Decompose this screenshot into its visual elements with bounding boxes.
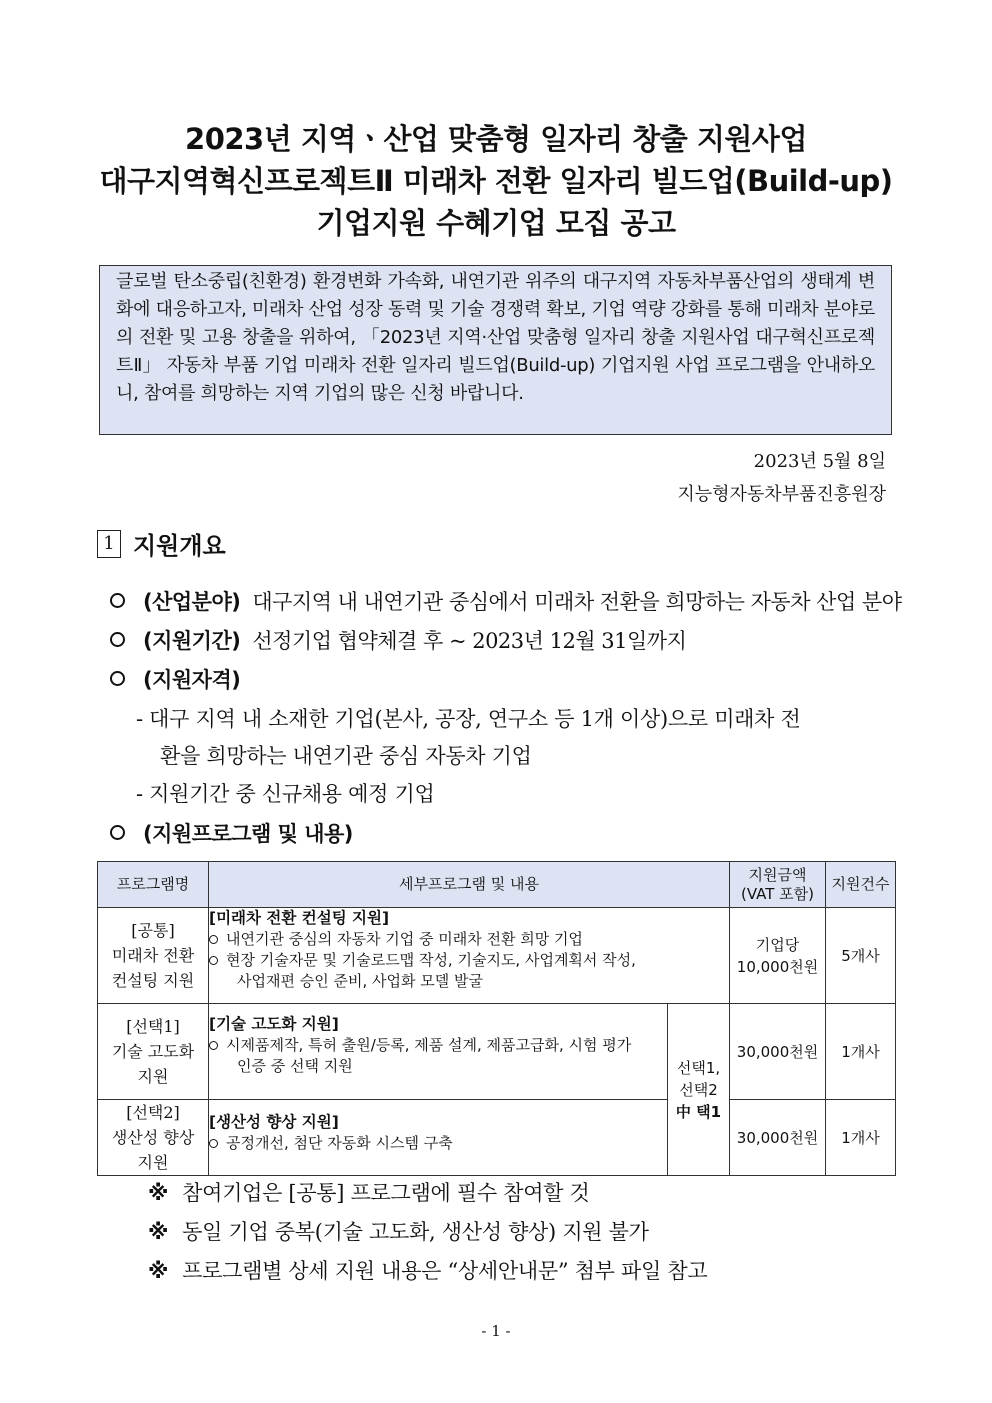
program-name-l3: 지원 <box>137 1067 169 1086</box>
header-detail: 세부프로그램 및 내용 <box>209 862 730 908</box>
program-name-l1: [선택1] <box>126 1017 180 1036</box>
title-line-2: 대구지역혁신프로젝트Ⅱ 미래차 전환 일자리 빌드업(Build-up) <box>99 164 893 198</box>
bullet-program <box>110 818 365 848</box>
circle-bullet-icon <box>110 671 125 686</box>
table-row <box>98 908 896 1004</box>
detail-item <box>209 950 729 971</box>
note-text: 프로그램별 상세 지원 내용은 “상세안내문” 첨부 파일 참고 <box>182 1259 708 1283</box>
circle-bullet-icon <box>110 825 125 840</box>
detail-item-text: 현장 기술자문 및 기술로드맵 작성, 기술지도, 사업계획서 작성, <box>226 951 636 969</box>
header-count: 지원건수 <box>826 862 896 908</box>
program-name-l3: 컨설팅 지원 <box>111 971 195 990</box>
reference-mark-icon: ※ <box>148 1220 169 1244</box>
qualification-item-2: - 지원기간 중 신규채용 예정 기업 <box>136 782 435 806</box>
qualification-item-1: - 대구 지역 내 소재한 기업(본사, 공장, 연구소 등 1개 이상)으로 미래차 전 <box>136 707 801 731</box>
detail-item-text: 공정개선, 첨단 자동화 시스템 구축 <box>226 1134 453 1152</box>
header-program: 프로그램명 <box>98 862 209 908</box>
note-2 <box>148 1216 649 1246</box>
bullet-label: (지원프로그램 및 내용) <box>143 822 353 846</box>
note-3 <box>148 1255 707 1285</box>
detail-item-text: 내연기관 중심의 자동차 기업 중 미래차 전환 희망 기업 <box>226 930 583 948</box>
support-count: 1개사 <box>826 1100 896 1176</box>
detail-item-cont: 인증 중 선택 지원 <box>237 1057 353 1075</box>
note-text: 참여기업은 [공통] 프로그램에 필수 참여할 것 <box>182 1181 590 1205</box>
program-detail <box>209 908 730 1004</box>
detail-head: [미래차 전환 컨설팅 지원] <box>209 909 390 927</box>
circle-bullet-icon <box>209 935 218 944</box>
issuer: 지능형자동차부품진흥원장 <box>677 484 886 505</box>
table-header-row <box>98 862 896 908</box>
bullet-period <box>110 625 686 655</box>
reference-mark-icon: ※ <box>148 1181 169 1205</box>
reference-mark-icon: ※ <box>148 1259 169 1283</box>
program-table <box>97 861 896 1176</box>
program-detail <box>209 1004 668 1100</box>
bullet-industry <box>110 586 902 616</box>
program-name-l3: 지원 <box>137 1153 169 1172</box>
section-title: 지원개요 <box>133 532 226 560</box>
header-amount <box>730 862 826 908</box>
qualification-item-1-cont: 환을 희망하는 내연기관 중심 자동차 기업 <box>160 744 532 768</box>
program-name <box>98 908 209 1004</box>
support-count: 1개사 <box>826 1004 896 1100</box>
select-note-l3: 中 택1 <box>675 1102 722 1121</box>
select-note-l2: 선택2 <box>679 1080 718 1099</box>
bullet-text: 선정기업 협약체결 후 ~ 2023년 12월 31일까지 <box>252 629 687 653</box>
circle-bullet-icon <box>209 1139 218 1148</box>
program-detail <box>209 1100 668 1176</box>
support-amount: 30,000천원 <box>730 1100 826 1176</box>
detail-item <box>209 1133 667 1154</box>
section-heading <box>97 526 226 561</box>
circle-bullet-icon <box>110 593 125 608</box>
program-name <box>98 1004 209 1100</box>
document-title <box>0 118 992 244</box>
section-number: 1 <box>97 530 121 558</box>
circle-bullet-icon <box>209 956 218 965</box>
note-text: 동일 기업 중복(기술 고도화, 생산성 향상) 지원 불가 <box>182 1220 649 1244</box>
support-amount: 30,000천원 <box>730 1004 826 1100</box>
table-row <box>98 1100 896 1176</box>
table-row <box>98 1004 896 1100</box>
program-name-l2: 생산성 향상 <box>111 1128 195 1147</box>
detail-head: [생산성 향상 지원] <box>209 1113 339 1131</box>
support-count: 5개사 <box>826 908 896 1004</box>
detail-head: [기술 고도화 지원] <box>209 1015 339 1033</box>
program-name <box>98 1100 209 1176</box>
page-number: - 1 - <box>481 1322 511 1340</box>
header-amount-l1: 지원금액 <box>748 865 807 884</box>
select-note-l1: 선택1, <box>676 1058 721 1077</box>
amount-l2: 10,000천원 <box>736 957 819 976</box>
title-line-1: 2023년 지역ㆍ산업 맞춤형 일자리 창출 지원사업 <box>185 122 807 156</box>
bullet-text: 대구지역 내 내연기관 중심에서 미래차 전환을 희망하는 자동차 산업 분야 <box>252 590 902 614</box>
bullet-qualification <box>110 664 252 694</box>
detail-item-text: 시제품제작, 특허 출원/등록, 제품 설계, 제품고급화, 시험 평가 <box>226 1036 632 1054</box>
header-amount-l2: (VAT 포함) <box>741 884 815 903</box>
detail-item <box>209 1035 667 1056</box>
note-1 <box>148 1177 590 1207</box>
program-name-l2: 미래차 전환 <box>111 946 195 965</box>
program-name-l1: [공통] <box>131 921 175 940</box>
selection-note <box>668 1004 730 1176</box>
bullet-label: (산업분야) <box>143 590 241 614</box>
circle-bullet-icon <box>209 1041 218 1050</box>
title-line-3: 기업지원 수혜기업 모집 공고 <box>316 206 676 240</box>
program-name-l1: [선택2] <box>126 1103 180 1122</box>
program-name-l2: 기술 고도화 <box>111 1042 195 1061</box>
detail-item-cont: 사업재편 승인 준비, 사업화 모델 발굴 <box>237 972 483 990</box>
detail-item <box>209 929 729 950</box>
intro-box: 글로벌 탄소중립(친환경) 환경변화 가속화, 내연기관 위주의 대구지역 자동차부품산업의 생태계 변화에 대응하고자, 미래차 산업 성장 동력 및 기술 경쟁력 확보, 기업 역량 강화를 통해 미래차 분야로의 전환 및 고용 창출을 위하여, 「2023년 지역·산업 맞춤형 일자리 창출 지원사업 대구혁신프로젝트Ⅱ」 자동차 부품 기업 미래차 전환 일자리 빌드업(Build-up) 기업지원 사업 프로그램을 안내하오니, 참여를 희망하는 지역 기업의 많은 신청 바랍니다. <box>99 265 892 435</box>
bullet-label: (지원자격) <box>143 668 241 692</box>
announcement-date: 2023년 5월 8일 <box>753 451 886 472</box>
bullet-label: (지원기간) <box>143 629 241 653</box>
circle-bullet-icon <box>110 632 125 647</box>
amount-l1: 기업당 <box>755 935 800 954</box>
support-amount <box>730 908 826 1004</box>
